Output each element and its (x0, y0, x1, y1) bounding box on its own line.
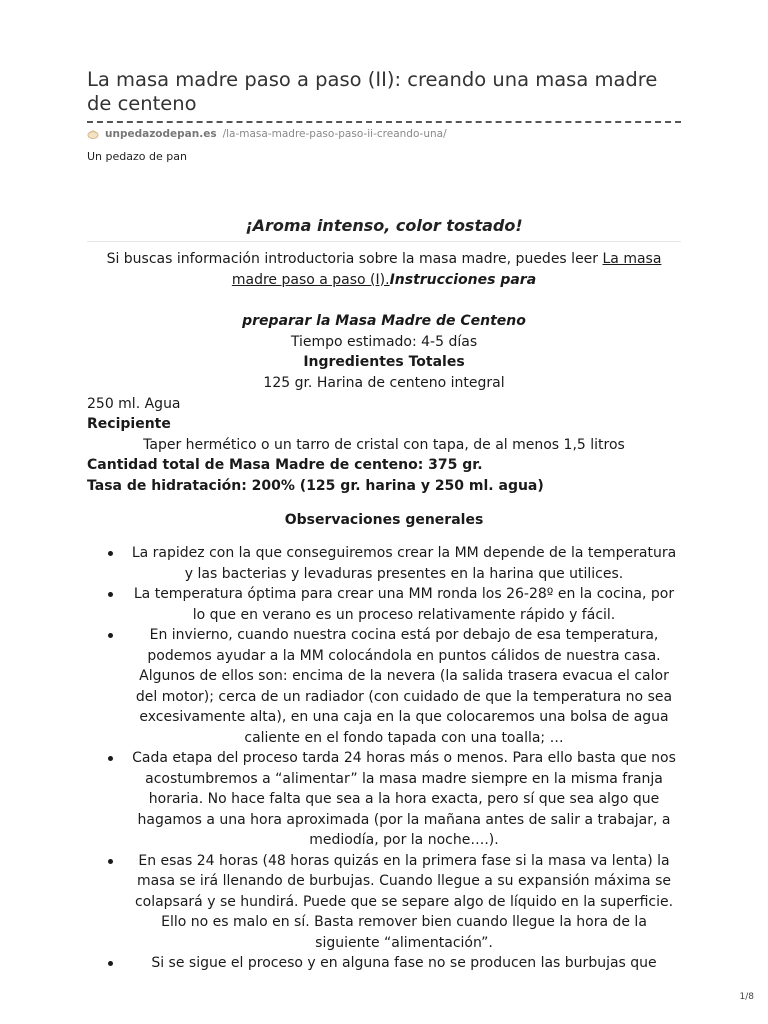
intro-text: Si buscas información introductoria sobre la masa madre, puedes leer (106, 251, 603, 267)
source-domain-link[interactable]: unpedazodepan.es (105, 128, 217, 140)
bullet-icon (108, 859, 113, 864)
page-number: 1/8 (739, 992, 754, 1002)
article-tagline: ¡Aroma intenso, color tostado! (245, 216, 523, 235)
hydration-rate: Tasa de hidratación: 200% (125 gr. harina y 250 ml. agua) (87, 478, 544, 494)
list-item: Cada etapa del proceso tarda 24 horas más o menos. Para ello basta que nos acostumbremos a “alimentar” la masa madre siempre en la misma franja horaria. No hace falta que sea a la hora exacta, pero sí que sea algo que hagamos a una hora aproximada (por la mañana antes de salir a trabajar, a mediodía, por la noche….). (87, 748, 681, 851)
source-line (87, 127, 447, 141)
intro-paragraph (87, 249, 681, 290)
bullet-icon (108, 961, 113, 966)
ingredient-flour: 125 gr. Harina de centeno integral (263, 375, 505, 391)
time-estimate: Tiempo estimado: 4-5 días (290, 334, 478, 350)
bullet-icon (108, 592, 113, 597)
observations-list (87, 543, 681, 974)
instructions-heading-start: Instrucciones para (389, 271, 537, 288)
list-item: Si se sigue el proceso y en alguna fase no se producen las burbujas que (87, 953, 681, 974)
page-title: La masa madre paso a paso (II): creando una masa madre de centeno (87, 68, 658, 115)
total-quantity: Cantidad total de Masa Madre de centeno: 375 gr. (87, 457, 483, 473)
bullet-icon (108, 756, 113, 761)
list-item: La temperatura óptima para crear una MM ronda los 26-28º en la cocina, por lo que en verano es un proceso relativamente rápido y fácil. (87, 584, 681, 625)
title-divider (87, 121, 681, 123)
bullet-icon (108, 633, 113, 638)
container-value: Taper hermético o un tarro de cristal con tapa, de al menos 1,5 litros (143, 437, 625, 453)
instructions-heading: preparar la Masa Madre de Centeno (242, 313, 526, 329)
previous-article-link[interactable]: La masa madre paso a paso (I). (231, 251, 662, 288)
list-item: La rapidez con la que conseguiremos crear la MM depende de la temperatura y las bacterias y levaduras presentes en la harina que utilices. (87, 543, 681, 584)
ingredients-heading: Ingredientes Totales (303, 354, 465, 370)
bullet-icon (108, 551, 113, 556)
observations-heading: Observaciones generales (284, 512, 484, 528)
source-path: /la-masa-madre-paso-paso-ii-creando-una/ (222, 128, 447, 140)
site-name: Un pedazo de pan (87, 150, 187, 163)
site-favicon-icon (87, 128, 99, 140)
container-label: Recipiente (87, 416, 171, 432)
list-item: En invierno, cuando nuestra cocina está por debajo de esa temperatura, podemos ayudar a la MM colocándola en puntos cálidos de nuestra casa. Algunos de ellos son: encima de la nevera (la salida trasera evacua el calor del motor); cerca de un radiador (con cuidado de que la temperatura no sea excesivamente alta), en una caja en la que colocaremos una bolsa de agua caliente en el fondo tapada con una toalla; … (87, 625, 681, 748)
tagline-divider (87, 241, 681, 242)
ingredient-water: 250 ml. Agua (87, 396, 181, 412)
list-item: En esas 24 horas (48 horas quizás en la primera fase si la masa va lenta) la masa se irá llenando de burbujas. Cuando llegue a su expansión máxima se colapsará y se hundirá. Puede que se separe algo de líquido en la superficie. Ello no es malo en sí. Basta remover bien cuando llegue la hora de la siguiente “alimentación”. (87, 851, 681, 954)
